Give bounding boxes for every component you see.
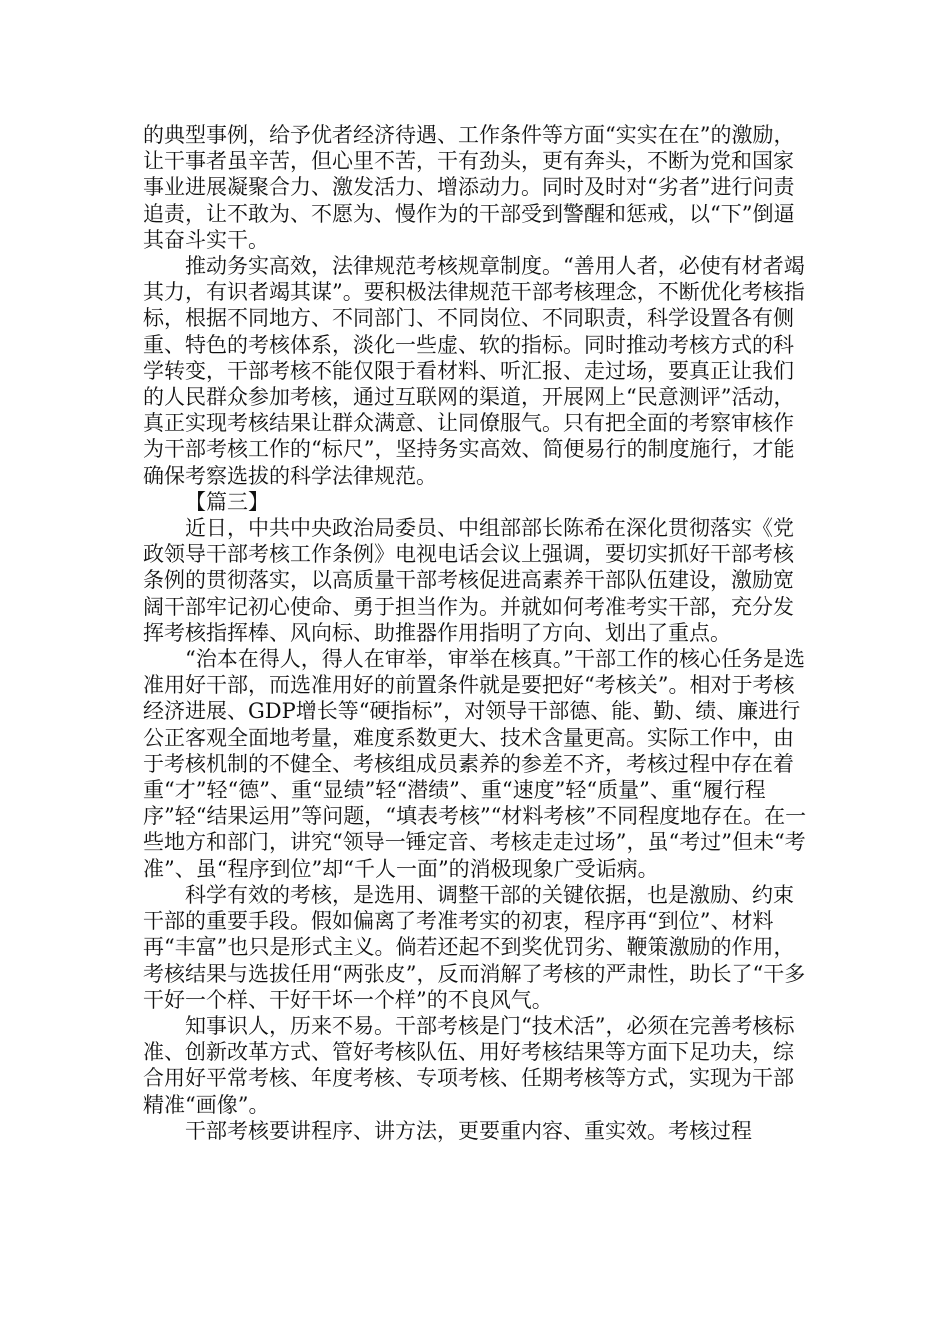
paragraph-assessment-core: “治本在得人，得人在审举，审举在核真。”干部工作的核心任务是选准用好干部，而选准用好的前置条件就是要把好“考核关”。相对于考核经济进展、GDP增长等“硬指标”，对领导干部德、能、勤、绩、廉进行公正客观全面地考量，难度系数更大、技术含量更高。实际工作中，由于考核机制的不健全、考核组成员素养的参差不齐，考核过程中存在着重“才”轻“德”、重“显绩”轻“潜绩”、重“速度”轻“质量”、重“履行程序”轻“结果运用”等问题，“填表考核”“材料考核”不同程度地存在。在一些地方和部门，讲究“领导一锤定音、考核走走过场”，虽“考过”但未“考准”、虽“程序到位”却“千人一面”的消极现象广受诟病。 [143,647,807,881]
document-body [143,122,807,1144]
paragraph-practical-efficiency: 推动务实高效，法律规范考核规章制度。“善用人者，必使有材者竭其力，有识者竭其谋”。要积极法律规范干部考核理念，不断优化考核指标，根据不同地方、不同部门、不同岗位、不同职责，科学设置各有侧重、特色的考核体系，淡化一些虚、软的指标。同时推动考核方式的科学转变，干部考核不能仅限于看材料、听汇报、走过场，要真正让我们的人民群众参加考核，通过互联网的渠道，开展网上“民意测评”活动，真正实现考核结果让群众满意、让同僚服气。只有把全面的考察审核作为干部考核工作的“标尺”，坚持务实高效、简便易行的制度施行，才能确保考察选拔的科学法律规范。 [143,254,805,488]
paragraph-procedure-methods: 干部考核要讲程序、讲方法，更要重内容、重实效。考核过程 [185,1118,752,1143]
paragraph-knowing-people: 知事识人，历来不易。干部考核是门“技术活”，必须在完善考核标准、创新改革方式、管好考核队伍、用好考核结果等方面下足功夫，综合用好平常考核、年度考核、专项考核、任期考核等方式，实现为干部精准“画像”。 [143,1013,795,1117]
paragraph-recent-meeting: 近日，中共中央政治局委员、中组部部长陈希在深化贯彻落实《党政领导干部考核工作条例》电视电话会议上强调，要切实抓好干部考核条例的贯彻落实，以高质量干部考核促进高素养干部队伍建设，激励宽阔干部牢记初心使命、勇于担当作为。并就如何考准考实干部，充分发挥考核指挥棒、风向标、助推器作用指明了方向、划出了重点。 [143,516,794,645]
section-heading-part-three: 【篇三】 [185,489,269,514]
paragraph-continued: 的典型事例，给予优者经济待遇、工作条件等方面“实实在在”的激励，让干事者虽辛苦，但心里不苦，干有劲头，更有奔头，不断为党和国家事业进展凝聚合力、激发活力、增添动力。同时及时对“劣者”进行问责追责，让不敢为、不愿为、慢作为的干部受到警醒和惩戒，以“下”倒逼其奋斗实干。 [143,123,795,252]
paragraph-scientific-assessment: 科学有效的考核，是选用、调整干部的关键依据，也是激励、约束干部的重要手段。假如偏离了考准考实的初衷，程序再“到位”、材料再“丰富”也只是形式主义。倘若还起不到奖优罚劣、鞭策激励的作用，考核结果与选拔任用“两张皮”，反而消解了考核的严肃性，助长了“干多干好一个样、干好干坏一个样”的不良风气。 [143,882,806,1012]
